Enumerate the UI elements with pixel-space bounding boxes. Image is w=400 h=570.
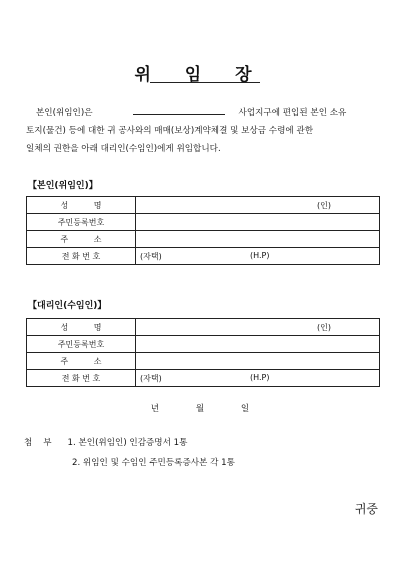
table-row xyxy=(27,336,380,353)
title-underline xyxy=(150,82,260,83)
resident-number-label: 주민등록번호 xyxy=(27,214,136,231)
attachment-item-1: 1. 본인(위임인) 인감증명서 1통 xyxy=(67,438,188,448)
attachment-line-1 xyxy=(24,436,187,448)
principal-address-field[interactable] xyxy=(136,231,380,248)
seal-mark: (인) xyxy=(317,323,331,332)
table-row xyxy=(27,214,380,231)
intro-line-1 xyxy=(26,104,380,122)
attachment-item-2: 2. 위임인 및 수임인 주민등록증사본 각 1통 xyxy=(72,458,235,468)
table-row xyxy=(27,231,380,248)
mobile-phone-label: (H.P) xyxy=(250,251,270,260)
address-label: 주 소 xyxy=(27,353,136,370)
project-name-blank[interactable] xyxy=(133,106,225,115)
mobile-phone-label: (H.P) xyxy=(250,373,270,382)
date-year: 년 xyxy=(150,404,160,414)
table-row xyxy=(27,353,380,370)
page-title: 위 임 장 xyxy=(134,65,266,85)
principal-table xyxy=(26,196,380,265)
intro-line-2: 토지(물건) 등에 대한 귀 공사와의 매매(보상)계약체결 및 보상금 수령에 관한 xyxy=(26,126,314,136)
date-month: 월 xyxy=(195,404,205,414)
resident-number-label: 주민등록번호 xyxy=(27,336,136,353)
table-row xyxy=(27,370,380,387)
agent-address-field[interactable] xyxy=(136,353,380,370)
agent-heading: 【대리인(수임인)】 xyxy=(28,301,107,311)
seal-mark: (인) xyxy=(317,201,331,210)
agent-name-field[interactable] xyxy=(136,319,380,336)
date-line xyxy=(0,402,400,414)
principal-name-field[interactable] xyxy=(136,197,380,214)
attachment-label: 첨 부 xyxy=(24,438,52,448)
date-day: 일 xyxy=(240,404,250,414)
table-row xyxy=(27,197,380,214)
agent-phone-field[interactable] xyxy=(136,370,380,387)
intro-line-3: 일체의 권한을 아래 대리인(수임인)에게 위임합니다. xyxy=(26,144,221,154)
agent-resident-number-field[interactable] xyxy=(136,336,380,353)
phone-label: 전 화 번 호 xyxy=(27,248,136,265)
address-label: 주 소 xyxy=(27,231,136,248)
addressee: 귀중 xyxy=(354,502,378,516)
table-row xyxy=(27,248,380,265)
phone-label: 전 화 번 호 xyxy=(27,370,136,387)
principal-resident-number-field[interactable] xyxy=(136,214,380,231)
name-label: 성 명 xyxy=(27,197,136,214)
table-row xyxy=(27,319,380,336)
agent-table xyxy=(26,318,380,387)
home-phone-label: (자택) xyxy=(140,252,162,261)
principal-heading: 【본인(위임인)】 xyxy=(28,181,98,191)
intro-project-text: 사업지구에 편입된 본인 소유 xyxy=(238,108,347,118)
intro-principal-label: 본인(위임인)은 xyxy=(36,108,93,118)
name-label: 성 명 xyxy=(27,319,136,336)
home-phone-label: (자택) xyxy=(140,374,162,383)
principal-phone-field[interactable] xyxy=(136,248,380,265)
